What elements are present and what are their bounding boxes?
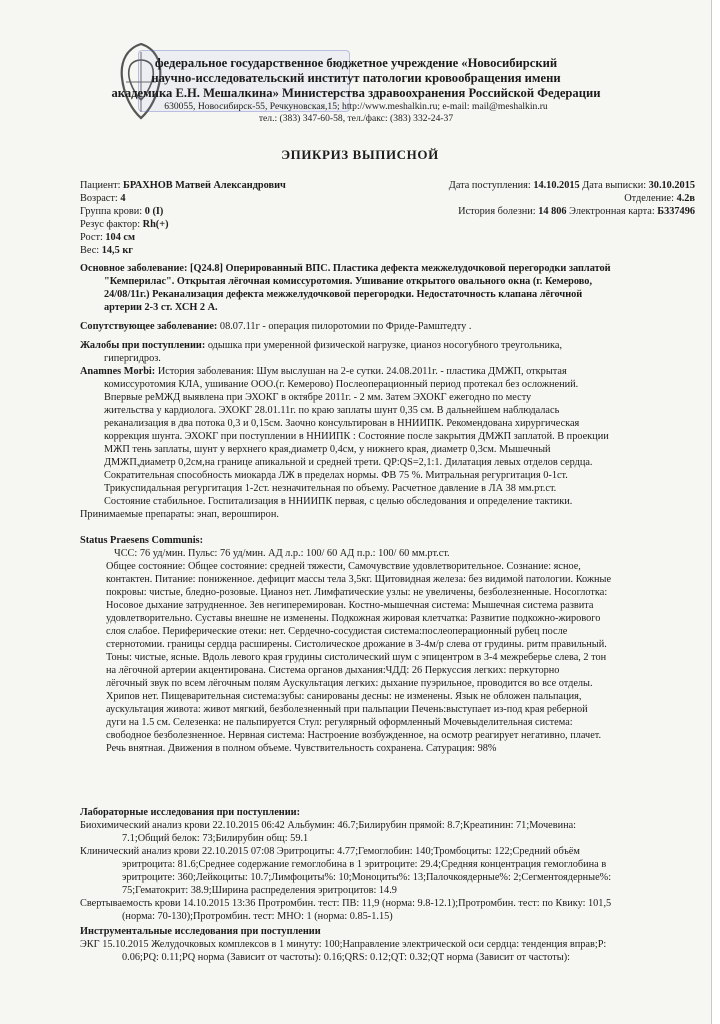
history-and-card: История болезни: 14 806 Электронная карта: Б337496 — [458, 206, 695, 217]
lab-line: Биохимический анализ крови 22.10.2015 06:42 Альбумин: 46.7;Билирубин прямой: 8.7;Креатинин: 71;Мочевина: — [80, 820, 577, 831]
institution-line-2: научно-исследовательский институт патологии кровообращения имени — [151, 71, 561, 85]
lab-results: Лабораторные исследования при поступлении: Биохимический анализ крови 22.10.2015 06:42 Альбумин: 46.7;Билирубин прямой: 8.7;Креатинин: 71;Мочевина: 7.1;Общий белок: 73;Билирубин общ: 59.1 Клинический анализ крови 22.10.2015 07:08 Эритроциты: 4.77;Гемоглобин: 140;Тромбоциты: 122;Средний объём эритроцита: 81.6;Среднее содержание гемоглобина в 1 эритроците: 29.4;Средняя концентрация гемоглобина в эритроците: 360;Лейкоциты: 10.7;Лимфоциты%: 10;Моноциты%: 13;Палочкоядерные%: 2;Сегментоядерные%: 75;Гематокрит: 38.9;Ширина распределения эритроцитов: 14.9 Свертываемость крови 14.10.2015 13:36 Протромбин. тест: ПВ: 11,9 (норма: 9.8-12.1);Протромбин. тест: по Квику: 101,5 (норма: 70-130);Протромбин. тест: МНО: 1 (норма: 0.85-1.15) — [80, 806, 702, 923]
department: Отделение: 4.2в — [624, 193, 695, 204]
patient-blood-group: Группа крови: 0 (I) — [80, 206, 164, 217]
lab-line: эритроците: 360;Лейкоциты: 10.7;Лимфоциты%: 10;Моноциты%: 13;Палочкоядерные%: 2;Сегментоядерные%: — [122, 872, 612, 883]
ecg-line: 0.06;PQ: 0.11;PQ норма (Зависит от частоты): 0.16;QRS: 0.12;QT: 0.32;QT норма (Зависит от частоты): — [122, 952, 570, 963]
current-medications: Принимаемые препараты: энап, верошпирон. — [80, 509, 279, 520]
patient-height: Рост: 104 см — [80, 232, 135, 243]
ecg-line: ЭКГ 15.10.2015 Желудочковых комплексов в 1 минуту: 100;Направление электрической оси сердца: тенденция вправ;P: — [80, 939, 607, 950]
lab-line: 7.1;Общий белок: 73;Билирубин общ: 59.1 — [122, 833, 309, 844]
lab-line: 75;Гематокрит: 38.9;Ширина распределения эритроцитов: 14.9 — [122, 885, 397, 896]
institution-line-3: академика Е.Н. Мешалкина» Министерства здравоохранения Российской Федерации — [111, 86, 601, 100]
complaints: Жалобы при поступлении: одышка при умеренной физической нагрузке, цианоз носогубного треугольника, гипергидроз. — [80, 340, 563, 364]
document-title: ЭПИКРИЗ ВЫПИСНОЙ — [281, 147, 439, 162]
institution-address: 630055, Новосибирск-55, Речкуновская,15; http://www.meshalkin.ru; e-mail: mail@meshalkin.ru — [164, 101, 548, 112]
instrumental-studies: Инструментальные исследования при поступлении ЭКГ 15.10.2015 Желудочковых комплексов в 1 минуту: 100;Направление электрической оси сердца: тенденция вправ;P: 0.06;PQ: 0.11;PQ норма (Зависит от частоты): 0.16;QRS: 0.12;QT: 0.32;QT норма (Зависит от частоты): — [80, 925, 702, 964]
institution-line-1: федеральное государственное бюджетное учреждение «Новосибирский — [154, 56, 558, 70]
patient-rh-factor: Резус фактор: Rh(+) — [80, 219, 169, 230]
institution-phones: тел.: (383) 347-60-58, тел./факс: (383) 332-24-37 — [258, 113, 454, 124]
vital-signs: ЧСС: 76 уд/мин. Пульс: 76 уд/мин. АД л.р.: 100/ 60 АД п.р.: 100/ 60 мм.рт.ст. — [114, 548, 450, 559]
main-diagnosis: Основное заболевание: [Q24.8] Оперированный ВПС. Пластика дефекта межжелудочковой перегородки заплатой "Кемперилас". Открытая лёгочная комиссуротомия. Ушивание открытого овального окна (г. Кемерово, 24/08/11г.) Реканализация дефекта межжелудочковой перегородки. Недостаточность клапана лёгочной артерии 2-3 ст. ХСН 2 А. — [80, 263, 611, 313]
patient-age: Возраст: 4 — [80, 193, 126, 204]
anamnesis-morbi: Anamnes Morbi: История заболевания: Шум выслушан на 2-е сутки. 24.08.2011г. - пластика ДМЖП, открытая комиссуротомия КЛА, ушивание ООО.(г. Кемерово) Послеоперационный период протекал без осложнений. Впервые реМЖД выявлена при ЭХОКГ в октябре 2011г. - 2 мм. Затем ЭХОКГ ежегодно по месту жительства у кардиолога. ЭХОКГ 28.01.11г. по краю заплаты шунт 0,35 см. В дальнейшем наблюдалась реканализация в два потока 0,3 и 0,15см. Заочно консультирован в ННИИПК. Рекомендована хирургическая коррекция шунта. ЭХОКГ при поступлении в ННИИПК : Состояние после закрытия ДМЖП заплатой. В проекции МЖП тень заплаты, шунт у верхнего края,диаметр 0,4см, у нижнего края, диаметр 0,3см. Мышечный ДМЖП,диаметр 0,2см,на границе апикальной и средней трети. QP:QS=2,1:1. Дилатация левых отделов сердца. Сократительная способность миокарда ЛЖ в пределах нормы. ФВ 75 %. Митральная регургитация 0-1ст. Трикуспидальная регургитация 1-2ст. незначительная по объему. Расчетное давление в ЛА 38 мм.рт.ст. Состояние стабильное. Госпитализация в ННИИПК первая, с целью обследования и определение тактики. Принимаемые препараты: энап, верошпирон. — [80, 365, 702, 521]
lab-line: Клинический анализ крови 22.10.2015 07:08 Эритроциты: 4.77;Гемоглобин: 140;Тромбоциты: 122;Средний объём — [80, 846, 580, 857]
patient-name: Пациент: БРАХНОВ Матвей Александрович — [80, 180, 286, 191]
patient-weight: Вес: 14,5 кг — [80, 245, 133, 256]
concomitant-disease: Сопутствующее заболевание: 08.07.11г - операция пилоротомии по Фриде-Рамштедту . — [80, 321, 472, 332]
lab-line: эритроцита: 81.6;Среднее содержание гемоглобина в 1 эритроците: 29.4;Средняя концентрация гемоглобина в — [122, 859, 607, 870]
admission-dates: Дата поступления: 14.10.2015 Дата выписки: 30.10.2015 — [448, 180, 695, 191]
lab-line: (норма: 70-130);Протромбин. тест: МНО: 1 (норма: 0.85-1.15) — [122, 911, 393, 922]
lab-line: Свертываемость крови 14.10.2015 13:36 Протромбин. тест: ПВ: 11,9 (норма: 9.8-12.1);Протромбин. тест: по Квику: 101,5 — [80, 898, 612, 909]
status-praesens: Status Praesens Communis: ЧСС: 76 уд/мин. Пульс: 76 уд/мин. АД л.р.: 100/ 60 АД п.р.: 100/ 60 мм.рт.ст. Общее состояние: Общее состояние: средней тяжести, Самочувствие удовлетворительное. Сознание: ясное, контактен. Питание: пониженное. дефицит массы тела 3,5кг. Щитовидная железа: без видимой патологии. Кожные покровы: чистые, бледно-розовые. Цианоз нет. Лимфатические узлы: не увеличены, безболезненные. Носоглотка: Носовое дыхание затрудненное. Зев негиперемирован. Костно-мышечная система: Мышечная система развита удовлетворительно. Суставы внешне не изменены. Подкожная жировая клетчатка: Развитие подкожно-жирового слоя слабое. Периферические отеки: нет. Сердечно-сосудистая система:послеоперационный рубец после стернотомии. границы сердца расширены. Систолическое дрожание в 3-4м/р слева от грудины. ритм правильный. Тоны: чистые, ясные. Вдоль левого края грудины систолический шум с эпицентром в 3-4 межреберье слева, 2 тон на лёгочной артерии акцентирована. Система органов дыхания:ЧДД: 26 Перкуссия легких: перкуторно лёгочный звук по всем лёгочным полям Аускультация легких: дыхание пуэрильное, проводится во все отделы. Хрипов нет. Пищеварительная система:зубы: санированы десны: не изменены. Язык не обложен пальпация, аускультация живота: живот мягкий, безболезненный при пальпации Печень:выступает из-под края реберной дуги на 1.5 см. Селезенка: не пальпируется Стул: регулярный оформленный Мочевыделительная система: свободное безболезненное. Нервная система: Настроение возбужденное, на осмотр реагирует негативно, плачет. Речь внятная. Движения в полном объеме. Чувствительность сохранена. Сатурация: 98% — [80, 534, 702, 755]
